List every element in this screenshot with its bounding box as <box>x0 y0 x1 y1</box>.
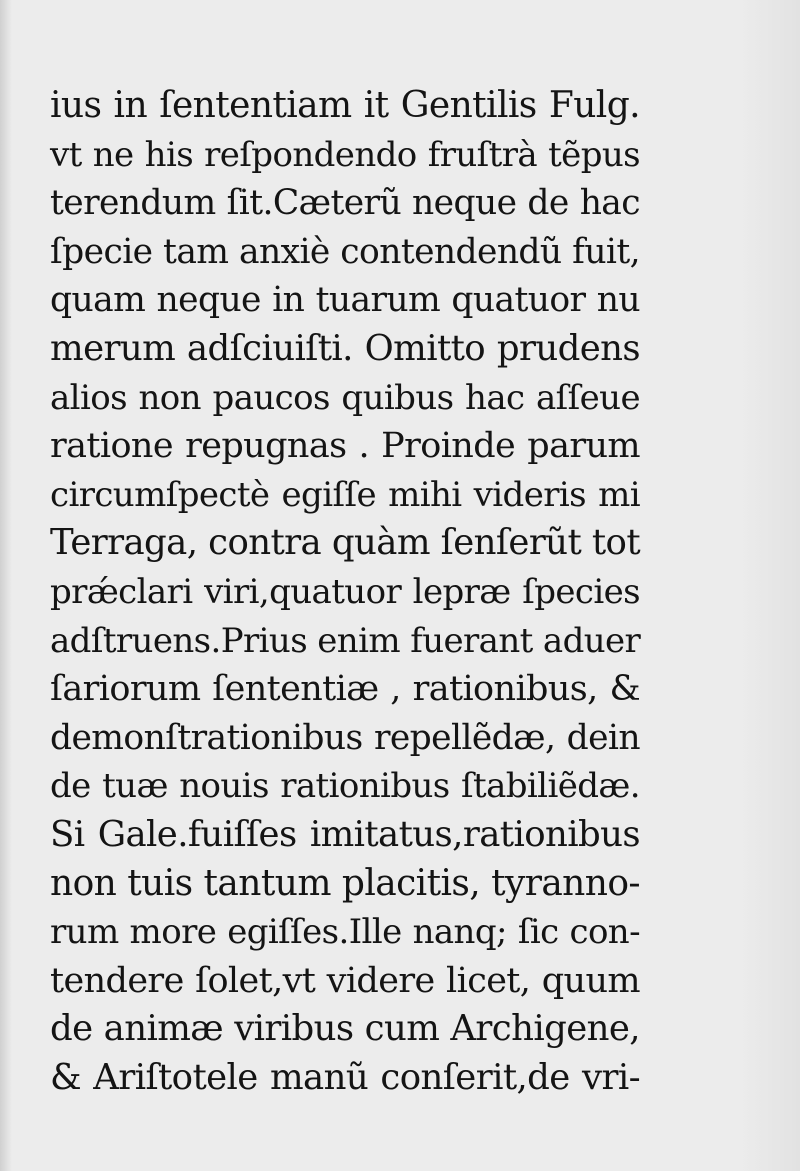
text-line: ius in ſententiam it Gentilis Fulg. <box>50 85 640 126</box>
text-line: de animæ viribus cum Archigene, <box>50 1008 640 1050</box>
text-line: merum adſciuiſti. Omitto prudens <box>50 327 640 369</box>
text-line: terendum ſit.Cæterũ neque de hac <box>50 183 640 224</box>
text-line: Si Gale.fuiſſes imitatus,rationibus <box>50 813 640 855</box>
page-edge-shadow <box>740 0 800 1171</box>
text-line: de tuæ nouis rationibus ſtabiliẽdæ. <box>50 766 640 807</box>
page-gutter-shadow <box>0 0 12 1171</box>
text-line: adſtruens.Prius enim fuerant aduer <box>50 620 641 661</box>
text-line: Terraga, contra quàm ſenſerũt tot <box>50 522 640 564</box>
text-line: rum more egiſſes.Ille nanq; ſic con- <box>50 912 640 953</box>
text-line: ratione repugnas . Proinde parum <box>50 426 640 467</box>
text-line: tendere ſolet,vt videre licet, quum <box>50 960 640 1001</box>
text-block <box>50 82 640 1102</box>
text-line: ſariorum ſententiæ , rationibus, & <box>50 669 640 710</box>
text-line: circumſpectè egiſſe mihi videris mi <box>50 474 640 515</box>
text-line: non tuis tantum placitis, tyranno- <box>50 862 640 904</box>
text-line: & Ariſtotele manũ conſerit,de vri- <box>50 1056 640 1098</box>
text-line: ſpecie tam anxiè contendendũ fuit, <box>50 231 640 272</box>
text-line: alios non paucos quibus hac aſſeue <box>50 377 640 418</box>
text-line: vt ne his reſpondendo fruſtrà tẽpus <box>50 134 640 175</box>
text-line: quam neque in tuarum quatuor nu <box>50 280 640 321</box>
text-line: demonſtrationibus repellẽdæ, dein <box>50 717 640 758</box>
text-line: prǽclari viri,quatuor lepræ ſpecies <box>50 571 640 612</box>
